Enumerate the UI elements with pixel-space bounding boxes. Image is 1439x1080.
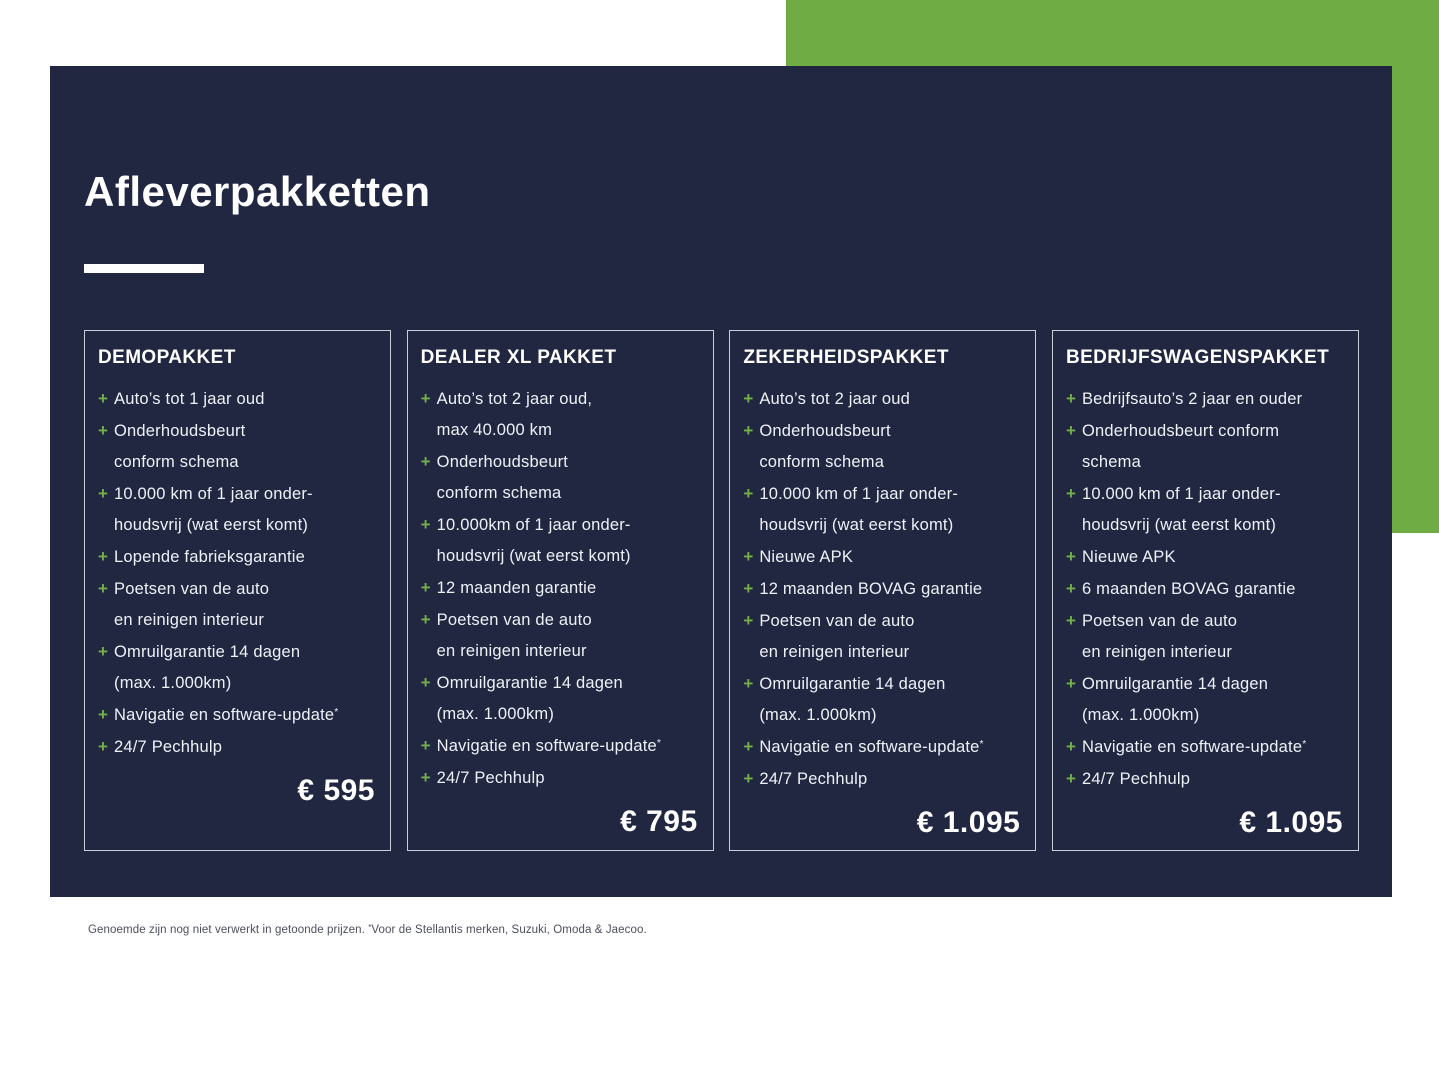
feature-text: Lopende fabrieksgarantie <box>114 548 306 566</box>
package-feature-line <box>743 478 1021 510</box>
package-feature-line <box>421 478 699 509</box>
package-feature-line <box>1066 447 1344 478</box>
feature-text: en reinigen interieur <box>759 643 910 661</box>
plus-icon: + <box>420 736 431 755</box>
plus-icon: + <box>743 389 754 408</box>
feature-text: Poetsen van de auto <box>436 611 592 629</box>
feature-text: Navigatie en software-update* <box>114 706 339 724</box>
feature-text: Poetsen van de auto <box>114 580 270 598</box>
plus-icon: + <box>743 421 754 440</box>
feature-text: 24/7 Pechhulp <box>436 769 545 787</box>
feature-text: 10.000 km of 1 jaar onder- <box>1081 485 1281 503</box>
plus-icon: + <box>98 484 109 503</box>
plus-icon: + <box>420 578 431 597</box>
plus-icon: + <box>420 515 431 534</box>
plus-icon: + <box>420 768 431 787</box>
feature-text: Omruilgarantie 14 dagen <box>436 674 623 692</box>
package-feature-line <box>1066 573 1344 605</box>
feature-text: (max. 1.000km) <box>759 706 877 724</box>
feature-text: houdsvrij (wat eerst komt) <box>114 516 309 534</box>
feature-text: Navigatie en software-update* <box>759 738 984 756</box>
plus-icon: + <box>743 769 754 788</box>
plus-icon: + <box>98 421 109 440</box>
feature-text: Auto’s tot 1 jaar oud <box>114 390 265 408</box>
card-title: DEMOPAKKET <box>98 347 236 368</box>
package-feature-line <box>98 731 376 763</box>
package-feature-line <box>421 541 699 572</box>
plus-icon: + <box>1065 769 1077 788</box>
plus-icon: + <box>1065 611 1077 630</box>
feature-text: Bedrijfsauto’s 2 jaar en ouder <box>1081 390 1303 408</box>
plus-icon: + <box>1065 737 1077 756</box>
plus-icon: + <box>98 579 109 598</box>
plus-icon: + <box>1065 389 1077 408</box>
package-feature-line <box>743 700 1021 731</box>
feature-text: Omruilgarantie 14 dagen <box>1081 675 1269 693</box>
package-card <box>729 330 1036 851</box>
feature-text: Navigatie en software-update* <box>1081 738 1307 756</box>
package-feature-line <box>421 415 699 446</box>
package-feature-line <box>98 668 376 699</box>
feature-text: Onderhoudsbeurt conform <box>1081 422 1280 440</box>
package-feature-line <box>743 383 1021 415</box>
feature-text: 10.000km of 1 jaar onder- <box>436 516 631 534</box>
feature-text: conform schema <box>114 453 239 471</box>
package-card <box>84 330 391 851</box>
plus-icon: + <box>743 674 754 693</box>
plus-icon: + <box>98 547 109 566</box>
package-feature-line <box>98 478 376 510</box>
feature-text: en reinigen interieur <box>114 611 265 629</box>
plus-icon: + <box>743 484 754 503</box>
feature-text: conform schema <box>759 453 885 471</box>
footnote <box>88 924 647 936</box>
package-feature-line <box>98 636 376 668</box>
plus-icon: + <box>98 642 109 661</box>
card-price: € 595 <box>297 774 375 807</box>
feature-text: Poetsen van de auto <box>759 612 915 630</box>
feature-text: 12 maanden garantie <box>436 579 597 597</box>
package-feature-line <box>421 667 699 699</box>
card-price: € 1.095 <box>916 806 1021 839</box>
card-title: DEALER XL PAKKET <box>420 347 617 368</box>
plus-icon: + <box>1065 484 1077 503</box>
feature-text: houdsvrij (wat eerst komt) <box>1081 516 1277 534</box>
package-feature-line <box>421 699 699 730</box>
package-feature-line <box>743 415 1021 447</box>
feature-text: 12 maanden BOVAG garantie <box>759 580 983 598</box>
title-underline <box>84 264 204 273</box>
package-feature-line <box>421 762 699 794</box>
plus-icon: + <box>420 389 431 408</box>
plus-icon: + <box>743 579 754 598</box>
package-feature-line <box>421 383 699 415</box>
plus-icon: + <box>743 547 754 566</box>
feature-text: Omruilgarantie 14 dagen <box>759 675 946 693</box>
package-feature-line <box>98 383 376 415</box>
package-feature-line <box>743 605 1021 637</box>
plus-icon: + <box>1065 547 1077 566</box>
package-feature-line <box>743 573 1021 605</box>
plus-icon: + <box>98 705 109 724</box>
main-panel <box>50 66 1392 897</box>
feature-text: Nieuwe APK <box>1081 548 1176 566</box>
footnote-reference-asterisk: * <box>656 738 662 750</box>
feature-text: houdsvrij (wat eerst komt) <box>436 547 631 565</box>
package-card <box>1052 330 1359 851</box>
feature-text: Auto’s tot 2 jaar oud, <box>436 390 593 408</box>
package-feature-line <box>421 509 699 541</box>
package-feature-line <box>1066 731 1344 763</box>
package-feature-line <box>421 730 699 762</box>
feature-text: (max. 1.000km) <box>114 674 232 692</box>
feature-text: Nieuwe APK <box>759 548 854 566</box>
feature-text: Auto’s tot 2 jaar oud <box>759 390 910 408</box>
package-feature-line <box>98 510 376 541</box>
cards-row <box>84 330 1359 851</box>
card-price: € 795 <box>620 805 698 838</box>
package-feature-line <box>98 699 376 731</box>
page-title: Afleverpakketten <box>84 168 431 215</box>
package-feature-line <box>98 415 376 447</box>
feature-text: schema <box>1081 453 1141 471</box>
package-feature-line <box>421 572 699 604</box>
package-feature-line <box>743 668 1021 700</box>
feature-text: Onderhoudsbeurt <box>759 422 891 440</box>
feature-text: 24/7 Pechhulp <box>114 738 223 756</box>
package-feature-line <box>743 637 1021 668</box>
plus-icon: + <box>743 611 754 630</box>
package-feature-line <box>1066 541 1344 573</box>
plus-icon: + <box>1065 421 1077 440</box>
package-feature-line <box>1066 415 1344 447</box>
plus-icon: + <box>98 737 109 756</box>
feature-text: 10.000 km of 1 jaar onder- <box>114 485 313 503</box>
package-feature-line <box>98 573 376 605</box>
plus-icon: + <box>420 610 431 629</box>
plus-icon: + <box>98 389 109 408</box>
feature-text: 10.000 km of 1 jaar onder- <box>759 485 959 503</box>
package-feature-line <box>743 510 1021 541</box>
package-feature-line <box>1066 478 1344 510</box>
package-feature-line <box>98 541 376 573</box>
feature-text: 24/7 Pechhulp <box>759 770 868 788</box>
feature-text: (max. 1.000km) <box>436 705 555 723</box>
plus-icon: + <box>420 673 431 692</box>
feature-text: Onderhoudsbeurt <box>114 422 246 440</box>
package-feature-line <box>1066 668 1344 700</box>
feature-text: 6 maanden BOVAG garantie <box>1081 580 1296 598</box>
footnote-text-2: Voor de Stellantis merken, Suzuki, Omoda & Jaecoo. <box>371 924 647 936</box>
plus-icon: + <box>743 737 754 756</box>
package-card <box>407 330 714 851</box>
package-feature-line <box>421 636 699 667</box>
plus-icon: + <box>1065 674 1077 693</box>
package-feature-line <box>1066 605 1344 637</box>
feature-list <box>421 383 699 794</box>
feature-text: Onderhoudsbeurt <box>436 453 569 471</box>
feature-text: conform schema <box>436 484 562 502</box>
feature-text: 24/7 Pechhulp <box>1081 770 1191 788</box>
feature-text: en reinigen interieur <box>436 642 587 660</box>
feature-text: max 40.000 km <box>436 421 553 439</box>
feature-list <box>98 383 376 763</box>
package-feature-line <box>98 447 376 478</box>
feature-text: Navigatie en software-update* <box>436 737 662 755</box>
footnote-text-1: Genoemde zijn nog niet verwerkt in getoonde prijzen. <box>88 924 369 936</box>
package-feature-line <box>98 605 376 636</box>
feature-text: Poetsen van de auto <box>1081 612 1238 630</box>
feature-text: houdsvrij (wat eerst komt) <box>759 516 954 534</box>
package-feature-line <box>1066 383 1344 415</box>
feature-text: (max. 1.000km) <box>1081 706 1200 724</box>
package-feature-line <box>743 541 1021 573</box>
card-title: ZEKERHEIDSPAKKET <box>743 347 949 368</box>
package-feature-line <box>1066 637 1344 668</box>
package-feature-line <box>743 731 1021 763</box>
feature-list <box>743 383 1021 795</box>
plus-icon: + <box>1065 579 1077 598</box>
footnote-reference-asterisk: * <box>1302 739 1307 751</box>
footnote-asterisk: * <box>368 923 372 933</box>
footnote-reference-asterisk: * <box>979 739 984 751</box>
package-feature-line <box>1066 763 1344 795</box>
package-feature-line <box>1066 510 1344 541</box>
feature-text: Omruilgarantie 14 dagen <box>114 643 301 661</box>
feature-text: en reinigen interieur <box>1081 643 1233 661</box>
feature-list <box>1066 383 1344 795</box>
package-feature-line <box>1066 700 1344 731</box>
card-title: BEDRIJFSWAGENSPAKKET <box>1065 347 1330 368</box>
package-feature-line <box>421 446 699 478</box>
package-feature-line <box>743 447 1021 478</box>
package-feature-line <box>743 763 1021 795</box>
package-feature-line <box>421 604 699 636</box>
card-price: € 1.095 <box>1239 806 1343 839</box>
plus-icon: + <box>420 452 431 471</box>
footnote-reference-asterisk: * <box>334 707 339 719</box>
